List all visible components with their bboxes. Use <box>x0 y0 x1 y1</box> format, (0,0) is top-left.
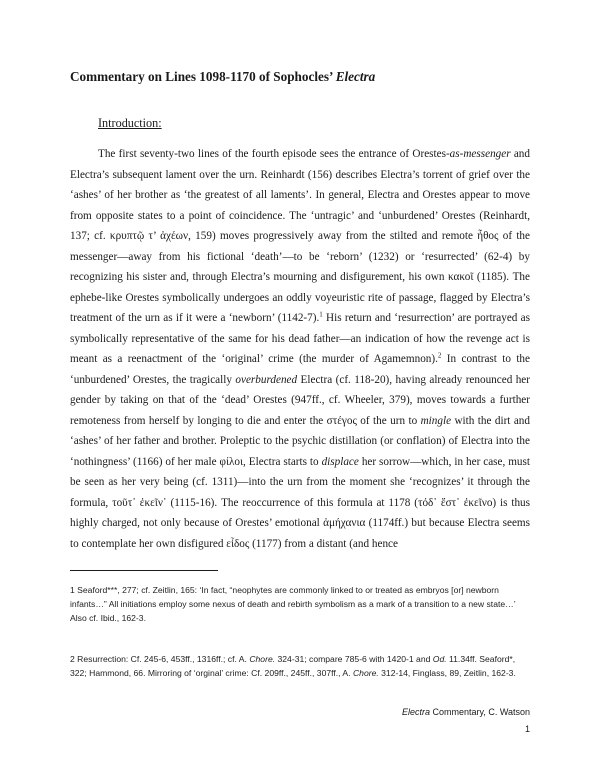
text-run: and Electra’s subsequent lament over the urn. Reinhardt (156) describes Electra’s torrent of grief over the ‘ashes’ of her brother as ‘the greatest of all laments’. In general, Electra and Orestes appear to move from opposite states to a point of coincidence. The ‘untragic’ and ‘unburdened’ Orestes (Reinhardt, 137; cf. κρυπτῷ τ’ ἀχέων, 159) moves progressively away from the stilted and remote ἦθος of the messenger—away from his fictional ‘death’—to be ‘reborn’ (1232) or ‘resurrected’ (62-4) by recognizing his sister and, through Electra’s mourning and disfigurement, his own κακοῖ (1185). The ephebe-like Orestes symbolically undergoes an oddly voyeuristic rite of passage, flagged by Electra’s treatment of the urn as if it were a ‘newborn’ (1142-7). <box>70 148 530 324</box>
italic-text: Chore. <box>352 668 379 679</box>
text-run: Electra (cf. 118-20), having already renounced her gender by taking on that of the ‘dead’ Orestes (947ff., cf. Wheeler, 379), moves towards a further remoteness from herself by longing to die and enter the στέγος of the urn to <box>70 373 530 427</box>
footnote-ref: 2 <box>437 351 442 360</box>
italic-text: Od. <box>432 654 447 664</box>
title-text: Commentary on Lines 1098-1170 of Sophocles’ <box>70 69 333 84</box>
footnote-ref: 1 <box>319 310 323 319</box>
footer-play-name: Electra <box>401 707 430 717</box>
italic-text: mingle <box>420 414 452 427</box>
page-number: 1 <box>524 724 530 734</box>
text-run: 324-31; compare 785-6 with 1420-1 and <box>275 654 433 664</box>
document-title <box>70 69 375 85</box>
text-run: with the dirt and ‘ashes’ of her father and brother. Proleptic to the psychic distillation (or conflation) of Electra into the ‘nothingness’ (1166) of her male φίλοι, Electra starts to <box>70 414 530 468</box>
footnote-separator <box>70 570 218 571</box>
italic-text: Chore. <box>249 654 276 664</box>
text-run: His return and ‘resurrection’ are portrayed as symbolically representative of the same for his dead father—an indication of how the revenge act is meant as a reenactment of the ‘original’ crime (the murder of Agamemnon). <box>70 312 530 365</box>
text-run: 2 Resurrection: Cf. 245-6, 453ff., 1316ff.; cf. A. <box>70 654 250 664</box>
body-paragraph <box>70 144 530 554</box>
text-run: In contrast to the ‘unburdened’ Orestes, the tragically <box>70 353 530 386</box>
section-heading: Introduction: <box>98 116 162 130</box>
footnote-1 <box>70 583 530 626</box>
italic-text: displace <box>321 455 359 468</box>
text-run: 1 Seaford***, 277; cf. Zeitlin, 165: ‘In fact, “neophytes are commonly linked to or treated as embryos [or] newborn infants…” All initiations employ some nexus of death and rebirth symbolism as a mark of a transition to a new state…’ Also cf. Ibid., 162-3. <box>70 585 516 624</box>
text-run: The first seventy-two lines of the fourth episode sees the entrance of Orestes- <box>98 148 450 160</box>
text-run: her sorrow—which, in her case, must be seen as her very being (cf. 1311)—into the urn from the moment she ‘recognizes’ it through the formula, τοῦτ᾽ ἐκεῖν᾽ (1115-16). The reoccurrence of this formula at 1178 (τόδ᾽ ἔστ᾽ ἐκεῖνο) is thus highly charged, not only because of Orestes’ emotional ἀμήχανια (1174ff.) but because Electra seems to contemplate her own disfigured εἶδος (1177) from a distant (and hence <box>70 455 530 550</box>
footnote-2 <box>70 652 530 680</box>
running-footer <box>402 707 530 717</box>
text-run: 11.34ff. Seaford*, 322; Hammond, 66. Mirroring of ‘orginal’ crime: Cf. 209ff., 245ff., 307ff., A. <box>70 654 516 679</box>
text-run: 312-14, Finglass, 89, Zeitlin, 162-3. <box>378 668 516 679</box>
footer-text: Commentary, C. Watson <box>429 707 530 717</box>
italic-text: as-messenger <box>449 148 511 160</box>
title-play-name: Electra <box>335 69 376 84</box>
italic-text: overburdened <box>235 373 298 386</box>
